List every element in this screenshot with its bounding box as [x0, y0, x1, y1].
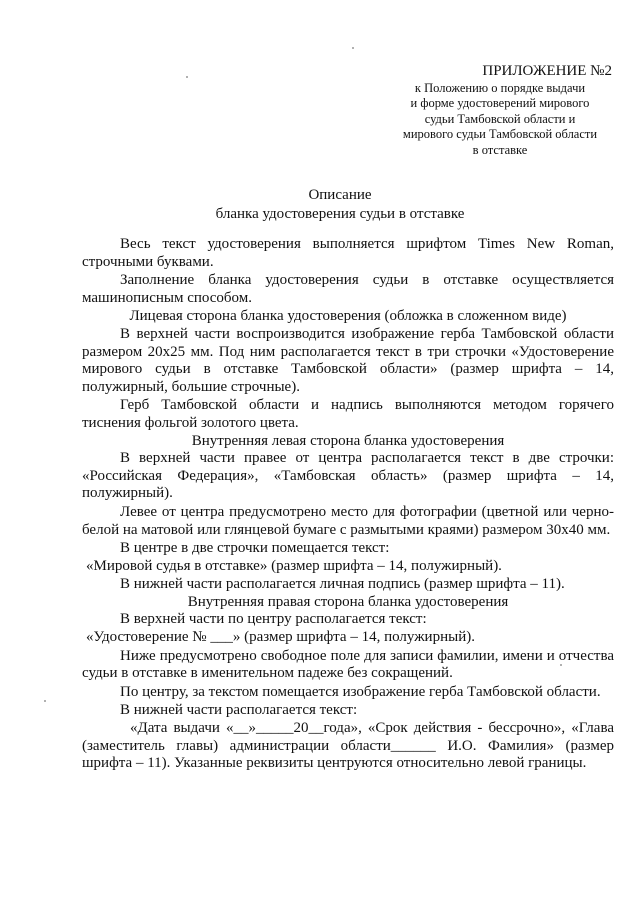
annex-line: и форме удостоверений мирового — [410, 96, 590, 111]
paragraph: Весь текст удостоверения выполняется шрифтом Times New Roman, строчными буквами. — [82, 236, 614, 270]
paragraph: Левее от центра предусмотрено место для фотографии (цветной или черно-белой на матовой или глянцевой бумаге с размытыми краями) размером 30x40 мм. — [82, 503, 614, 538]
paragraph: В центре в две строчки помещается текст: — [120, 540, 390, 557]
paragraph: Герб Тамбовской области и надпись выполняются методом горячего тиснения фольгой золотого цвета. — [82, 397, 614, 431]
annex-line: мирового судьи Тамбовской области — [402, 127, 598, 142]
scan-speck — [186, 76, 188, 78]
annex-title: ПРИЛОЖЕНИЕ №2 — [482, 63, 612, 79]
document-heading — [0, 186, 640, 224]
paragraph: «Мировой судья в отставке» (размер шрифта – 14, полужирный). — [86, 557, 502, 574]
section-heading: Внутренняя правая сторона бланка удостоверения — [187, 593, 509, 610]
paragraph: По центру, за текстом помещается изображение герба Тамбовской области. — [120, 683, 601, 700]
paragraph: В верхней части по центру располагается текст: — [120, 611, 427, 628]
paragraph: «Удостоверение № ___» (размер шрифта – 14, полужирный). — [86, 629, 475, 646]
annex-block — [380, 62, 620, 158]
annex-line: в отставке — [472, 142, 528, 157]
scan-speck — [44, 700, 46, 702]
paragraph: В верхней части воспроизводится изображение герба Тамбовской области размером 20x25 мм. Под ним располагается текст в три строчки «Удостоверение мирового судьи в отставке Тамбовской области» (размер шрифта – 14, полужирный, большие строчные). — [82, 325, 614, 395]
paragraph: «Дата выдачи «__»_____20__года», «Срок действия - бессрочно», «Глава (заместитель главы) администрации области______ И.О. Фамилия» (размер шрифта – 11). Указанные реквизиты центруются относительно левой границы. — [82, 720, 614, 772]
annex-line: к Положению о порядке выдачи — [414, 81, 586, 95]
annex-line: судьи Тамбовской области и — [424, 111, 576, 126]
scan-speck — [560, 664, 562, 666]
scan-speck — [352, 47, 354, 49]
section-heading: Лицевая сторона бланка удостоверения (обложка в сложенном виде) — [129, 308, 567, 325]
paragraph: Заполнение бланка удостоверения судьи в отставке осуществляется машинописным способом. — [82, 272, 614, 306]
paragraph: В нижней части располагается личная подпись (размер шрифта – 11). — [120, 576, 565, 593]
paragraph: Ниже предусмотрено свободное поле для записи фамилии, имени и отчества судьи в отставке в именительном падеже без сокращений. — [82, 647, 614, 682]
document-title: Описание — [308, 187, 372, 203]
document-body — [82, 236, 614, 773]
document-subtitle: бланка удостоверения судьи в отставке — [215, 206, 465, 222]
paragraph: В верхней части правее от центра располагается текст в две строчки: «Российская Федерация», «Тамбовская область» (размер шрифта – 14, полужирный). — [82, 450, 614, 502]
section-heading: Внутренняя левая сторона бланка удостоверения — [191, 432, 505, 449]
paragraph: В нижней части располагается текст: — [120, 702, 358, 719]
